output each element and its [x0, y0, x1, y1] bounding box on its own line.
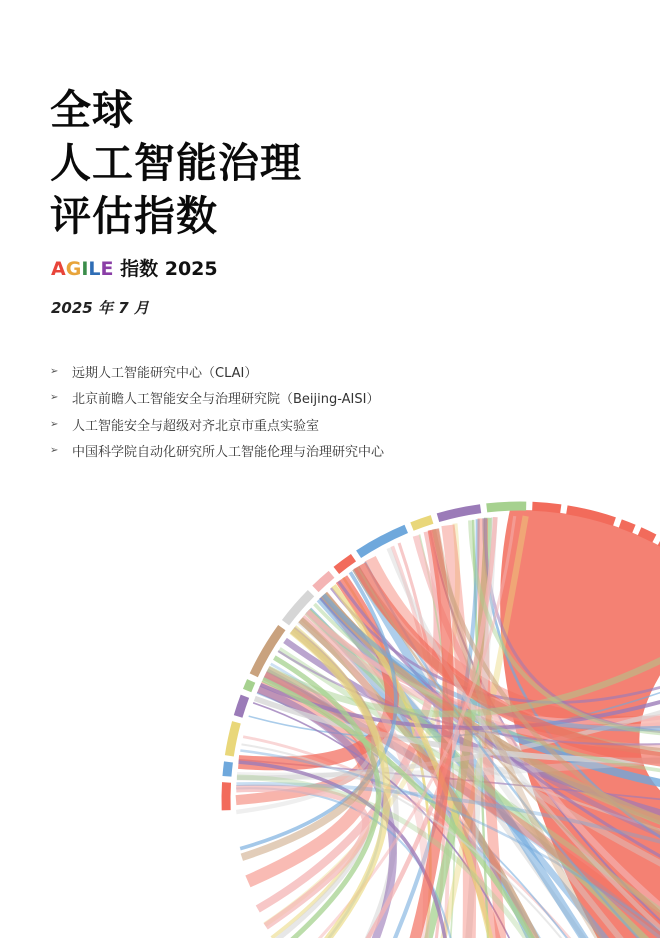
chord-arc-segment: [438, 509, 481, 518]
publication-date: 2025 年 7 月: [51, 299, 149, 317]
title-line-3: 评估指数: [50, 192, 218, 240]
chord-ribbon: [381, 530, 449, 938]
chord-arc-segment: [238, 696, 245, 716]
chord-ribbon: [240, 572, 396, 848]
chord-ribbon: [265, 675, 660, 938]
chord-ribbon: [360, 566, 660, 767]
chord-ribbon: [263, 679, 597, 938]
chord-arc-segment: [247, 681, 251, 691]
chord-ribbon: [236, 631, 373, 812]
chord-ribbon: [396, 518, 488, 938]
chord-ribbon: [301, 620, 597, 938]
chord-ribbon: [241, 744, 643, 938]
report-title: [50, 84, 302, 243]
chord-ribbon: [236, 788, 366, 926]
organization-item: [50, 385, 384, 412]
agile-letter-a: A: [51, 258, 66, 280]
chord-ribbon: [258, 531, 438, 909]
chord-ribbon: [236, 788, 460, 938]
chord-ribbon: [292, 631, 387, 938]
chord-ribbon: [239, 579, 392, 763]
chord-ribbon: [237, 747, 660, 776]
chord-arc-segment: [226, 782, 227, 810]
chord-ribbon: [242, 630, 375, 857]
agile-letter-i: I: [81, 258, 89, 280]
chord-arc-segment: [532, 506, 560, 509]
chord-ribbon: [483, 518, 517, 938]
chord-ribbon: [321, 597, 660, 886]
chord-ribbon: [356, 568, 656, 938]
chord-ribbon: [308, 611, 660, 721]
chord-ribbon: [267, 670, 606, 938]
chord-ribbon: [253, 703, 562, 938]
chord-ribbon: [305, 614, 426, 938]
organization-name: 人工智能安全与超级对齐北京市重点实验室: [72, 418, 320, 434]
chord-ribbon: [389, 548, 660, 938]
chord-ribbon: [353, 519, 478, 938]
chord-ribbon: [323, 595, 525, 938]
chord-ribbon: [430, 531, 660, 938]
organization-name: 中国科学院自动化研究所人工智能伦理与治理研究中心: [72, 445, 385, 461]
chord-ribbon: [362, 564, 660, 938]
chord-ribbon: [436, 529, 660, 938]
organization-name: 远期人工智能研究中心（CLAI）: [72, 365, 258, 381]
chord-ribbon: [278, 651, 660, 744]
chord-arc-segment: [640, 531, 655, 538]
chord-ribbon: [240, 750, 660, 938]
organization-name: 北京前瞻人工智能安全与治理研究院（Beijing-AISI）: [72, 392, 380, 408]
chord-ribbon: [236, 784, 660, 880]
chord-ribbon: [299, 621, 660, 922]
chord-ribbon: [309, 610, 660, 867]
chord-ribbon: [243, 737, 652, 938]
chord-ribbon: [434, 529, 660, 891]
organization-item: [50, 411, 384, 438]
chord-arc-segment: [227, 762, 229, 776]
chord-ribbon: [272, 627, 382, 938]
chord-ribbon: [274, 629, 382, 938]
chord-ribbon: [331, 588, 660, 702]
chord-ribbon: [419, 534, 454, 938]
chord-arc-segment: [336, 558, 353, 571]
chord-ribbon: [268, 617, 660, 713]
chord-ribbon: [326, 593, 660, 869]
chord-ribbon: [274, 658, 378, 938]
arrow-bullet-icon: ➢: [50, 418, 59, 430]
chord-ribbon: [285, 640, 660, 846]
chord-arc-segment: [412, 519, 432, 526]
chord-arc-segment: [620, 524, 634, 529]
chord-ribbon: [236, 675, 366, 800]
chord-ribbon: [358, 567, 660, 938]
chord-ribbon: [399, 543, 444, 938]
agile-letter-l: L: [88, 258, 101, 280]
title-line-1: 全球: [50, 86, 134, 134]
chord-arc-segment: [254, 628, 282, 676]
chord-ribbon: [308, 611, 660, 727]
chord-ribbon: [356, 568, 660, 755]
chord-arc-segment: [567, 510, 615, 522]
arrow-bullet-icon: ➢: [50, 445, 59, 457]
title-line-2: 人工智能治理: [50, 139, 302, 187]
chord-ribbon: [448, 525, 470, 938]
chord-ribbon: [291, 516, 515, 938]
chord-ribbon: [307, 612, 660, 938]
chord-ribbon: [370, 559, 660, 723]
chord-ribbon: [258, 689, 393, 938]
chord-ribbon: [239, 762, 451, 938]
chord-ribbon: [392, 546, 447, 938]
organization-item: [50, 438, 384, 465]
chord-ribbon: [334, 586, 516, 938]
chord-ribbon: [324, 595, 660, 729]
chord-ribbon: [416, 516, 526, 938]
chord-ribbon: [365, 562, 660, 938]
chord-ribbon: [271, 664, 383, 938]
chord-ribbon: [260, 665, 660, 728]
chord-ribbon: [249, 652, 660, 737]
chord-ribbon: [255, 698, 660, 760]
chord-ribbon: [322, 596, 660, 802]
chord-arc-segment: [286, 593, 312, 622]
chord-ribbon: [279, 649, 660, 938]
chord-ribbon: [459, 517, 494, 938]
agile-letter-g: G: [65, 258, 82, 280]
agile-letter-e: E: [100, 258, 114, 280]
arrow-bullet-icon: ➢: [50, 392, 59, 404]
chord-ribbon: [248, 687, 367, 882]
chord-ribbon-main: [500, 510, 660, 938]
chord-ribbon: [237, 777, 597, 938]
chord-ribbon: [485, 518, 660, 733]
chord-ribbon: [473, 520, 494, 938]
chord-ribbon: [264, 677, 660, 871]
chord-ribbon: [470, 520, 660, 734]
arrow-bullet-icon: ➢: [50, 365, 59, 377]
chord-ribbon: [324, 595, 660, 864]
chord-ribbon: [339, 581, 660, 916]
chord-ribbon: [302, 618, 660, 748]
chord-ribbon: [319, 599, 660, 938]
organization-list: [50, 358, 384, 464]
index-suffix: 指数 2025: [113, 258, 218, 280]
chord-ribbon: [265, 524, 458, 925]
chord-ribbon: [343, 578, 430, 938]
chord-ribbon: [294, 628, 396, 938]
chord-arc-segment: [487, 506, 526, 508]
chord-ribbon: [325, 594, 658, 938]
chord-ribbon: [309, 610, 587, 938]
chord-arc-segment: [315, 574, 331, 589]
chord-arc-segment: [359, 529, 407, 554]
chord-ribbon: [267, 672, 660, 938]
chord-ribbon: [257, 693, 646, 938]
chord-ribbon: [416, 536, 660, 938]
chord-ribbon: [237, 675, 660, 778]
index-label: [51, 254, 218, 281]
chord-arc-segment: [229, 722, 236, 755]
chord-ribbon: [314, 604, 660, 780]
organization-item: [50, 358, 384, 385]
chord-ribbon: [325, 517, 495, 938]
chord-ribbon: [484, 518, 660, 901]
chord-ribbon: [239, 760, 660, 814]
